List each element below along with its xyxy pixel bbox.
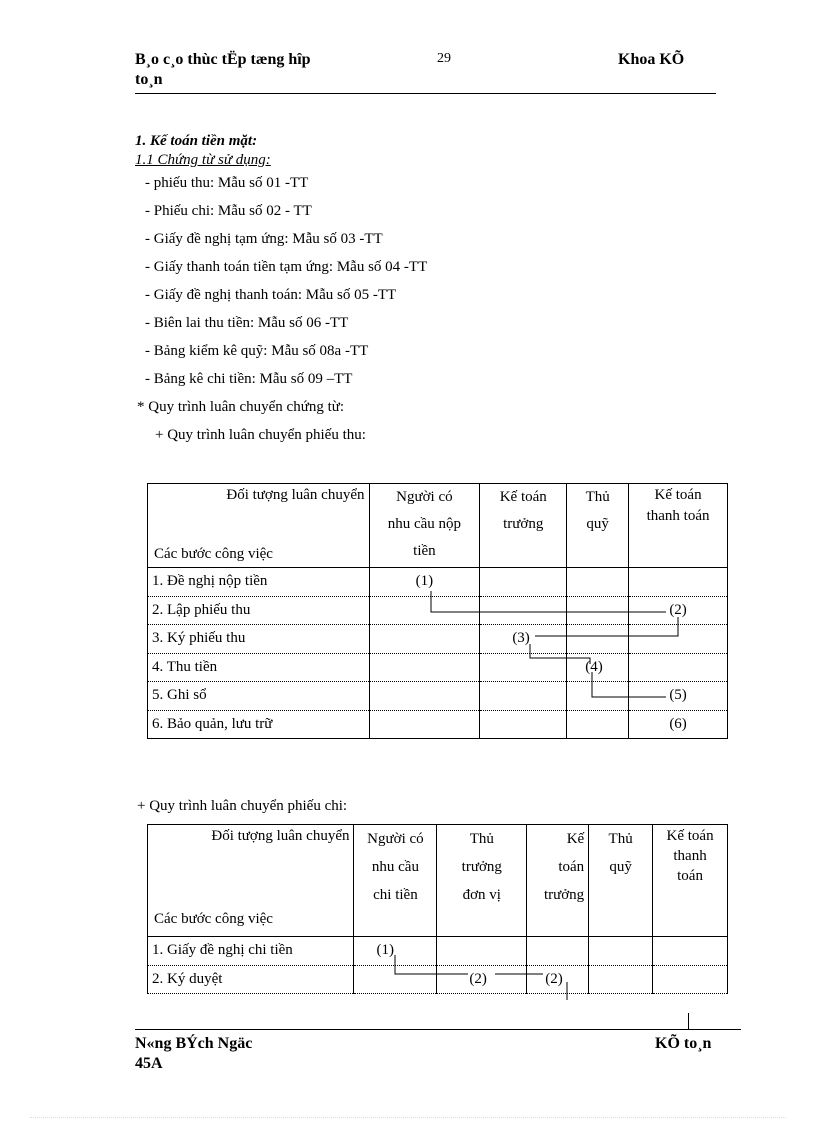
flow-mark bbox=[354, 965, 437, 994]
corner-header-cell bbox=[148, 484, 370, 568]
flow-mark bbox=[567, 625, 629, 654]
column-header-line: trưởng bbox=[503, 516, 544, 532]
flow-mark bbox=[369, 596, 480, 625]
document-item: - Bảng kiểm kê quỹ: Mẫu số 08a -TT bbox=[145, 343, 369, 359]
column-header-line: thanh bbox=[673, 848, 707, 864]
corner-bottom-label: Các bước công việc bbox=[154, 911, 273, 927]
step-label: 1. Giấy đề nghị chi tiền bbox=[148, 937, 354, 966]
column-header-line: đơn vị bbox=[462, 887, 501, 903]
column-header bbox=[629, 484, 728, 568]
document-item: - Phiếu chi: Mẫu số 02 - TT bbox=[145, 203, 312, 219]
table-row bbox=[148, 965, 728, 994]
column-header-line: quỹ bbox=[609, 859, 632, 875]
column-header bbox=[480, 484, 567, 568]
header-right-title: Khoa KÕ bbox=[618, 51, 685, 68]
header-left-title bbox=[135, 50, 311, 90]
table-row bbox=[148, 682, 728, 711]
flow-mark: (2) bbox=[437, 965, 527, 994]
column-header-line: toán bbox=[558, 859, 585, 875]
table-row bbox=[148, 596, 728, 625]
header-rule bbox=[135, 93, 716, 94]
column-header-line: toán bbox=[677, 868, 703, 884]
flow-mark: (1) bbox=[354, 937, 437, 966]
flow-mark bbox=[567, 682, 629, 711]
table-row bbox=[148, 937, 728, 966]
footer-rule bbox=[135, 1029, 741, 1030]
flow-mark bbox=[480, 596, 567, 625]
flow-mark: (2) bbox=[629, 596, 728, 625]
payment-flow-table bbox=[147, 824, 728, 994]
step-label: 2. Ký duyệt bbox=[148, 965, 354, 994]
column-header-line: Thủ bbox=[585, 489, 610, 505]
column-header-line: Người có bbox=[396, 489, 453, 505]
column-header-line: quỹ bbox=[586, 516, 609, 532]
flow-mark bbox=[480, 682, 567, 711]
column-header-line: trưởng bbox=[543, 887, 585, 903]
flow-mark: (2) bbox=[527, 965, 589, 994]
flow-mark bbox=[629, 625, 728, 654]
table-row bbox=[148, 710, 728, 739]
receipt-flow-table bbox=[147, 483, 728, 739]
footer-class: 45A bbox=[135, 1055, 163, 1072]
corner-top-label: Đối tượng luân chuyển bbox=[211, 828, 350, 844]
flow-mark bbox=[369, 653, 480, 682]
document-item: - Giấy đề nghị tạm ứng: Mẫu số 03 -TT bbox=[145, 231, 383, 247]
flow-mark: (5) bbox=[629, 682, 728, 711]
process-heading: * Quy trình luân chuyển chứng từ: bbox=[137, 399, 345, 415]
step-label: 5. Ghi sổ bbox=[148, 682, 370, 711]
table-row bbox=[148, 625, 728, 654]
step-label: 1. Đề nghị nộp tiền bbox=[148, 568, 370, 597]
corner-bottom-label: Các bước công việc bbox=[154, 546, 273, 562]
page-bottom-dots bbox=[30, 1117, 786, 1118]
column-header-line: Kế toán bbox=[499, 489, 547, 505]
column-header-line: Thủ bbox=[469, 831, 494, 847]
document-item: - Giấy đề nghị thanh toán: Mẫu số 05 -TT bbox=[145, 287, 397, 303]
table-header-row bbox=[148, 825, 728, 937]
column-header-line: nhu cầu nộp bbox=[387, 516, 462, 532]
flow-mark bbox=[589, 965, 653, 994]
section-title: 1. Kế toán tiền mặt: bbox=[135, 133, 258, 149]
document-item: - Giấy thanh toán tiền tạm ứng: Mẫu số 04 -TT bbox=[145, 259, 428, 275]
column-header-line: tiền bbox=[413, 543, 436, 559]
step-label: 2. Lập phiếu thu bbox=[148, 596, 370, 625]
flow-mark bbox=[653, 937, 728, 966]
column-header-line: Thủ bbox=[608, 831, 633, 847]
payment-flow-heading: + Quy trình luân chuyển phiếu chi: bbox=[137, 798, 348, 814]
flow-mark: (6) bbox=[629, 710, 728, 739]
header-left-line1: B¸o c¸o thùc tËp tæng hîp bbox=[135, 51, 311, 68]
column-header-line: trưởng bbox=[461, 859, 502, 875]
column-header-line: nhu cầu bbox=[371, 859, 419, 875]
footer-tick bbox=[688, 1013, 689, 1029]
column-header bbox=[437, 825, 527, 937]
column-header-line: Kế toán bbox=[654, 487, 702, 503]
flow-mark bbox=[480, 710, 567, 739]
footer-author: N«ng BÝch Ngäc bbox=[135, 1035, 253, 1052]
corner-top-label: Đối tượng luân chuyển bbox=[226, 487, 365, 503]
corner-header-cell bbox=[148, 825, 354, 937]
flow-mark bbox=[589, 937, 653, 966]
flow-mark: (3) bbox=[480, 625, 567, 654]
column-header bbox=[369, 484, 480, 568]
document-item: - Bảng kê chi tiền: Mẫu số 09 –TT bbox=[145, 371, 353, 387]
footer-right: KÕ to¸n bbox=[655, 1035, 712, 1052]
flow-mark bbox=[480, 653, 567, 682]
column-header bbox=[589, 825, 653, 937]
section-subtitle: 1.1 Chứng từ sử dụng: bbox=[135, 152, 271, 168]
flow-mark bbox=[369, 710, 480, 739]
flow-mark bbox=[629, 568, 728, 597]
column-header bbox=[567, 484, 629, 568]
column-header-line: thanh toán bbox=[646, 508, 710, 524]
receipt-flow-heading: + Quy trình luân chuyển phiếu thu: bbox=[155, 427, 366, 443]
flow-mark bbox=[480, 568, 567, 597]
flow-mark bbox=[369, 625, 480, 654]
document-item: - Biên lai thu tiền: Mẫu số 06 -TT bbox=[145, 315, 349, 331]
table-header-row bbox=[148, 484, 728, 568]
flow-mark: (1) bbox=[369, 568, 480, 597]
step-label: 6. Bảo quản, lưu trữ bbox=[148, 710, 370, 739]
flow-mark bbox=[567, 596, 629, 625]
column-header-line: Kế toán bbox=[666, 828, 714, 844]
header-left-line2: to¸n bbox=[135, 71, 163, 88]
column-header-line: Người có bbox=[367, 831, 424, 847]
flow-mark bbox=[653, 965, 728, 994]
table-row bbox=[148, 568, 728, 597]
column-header bbox=[653, 825, 728, 937]
flow-mark: (4) bbox=[567, 653, 629, 682]
flow-mark bbox=[369, 682, 480, 711]
column-header-line: Kế bbox=[566, 831, 585, 847]
page-number: 29 bbox=[437, 51, 451, 66]
table-row bbox=[148, 653, 728, 682]
footer-left bbox=[135, 1034, 252, 1074]
flow-mark bbox=[567, 710, 629, 739]
column-header bbox=[527, 825, 589, 937]
document-item: - phiếu thu: Mẫu số 01 -TT bbox=[145, 175, 309, 191]
flow-mark bbox=[629, 653, 728, 682]
column-header-line: chi tiền bbox=[373, 887, 418, 903]
step-label: 4. Thu tiền bbox=[148, 653, 370, 682]
column-header bbox=[354, 825, 437, 937]
flow-mark bbox=[567, 568, 629, 597]
flow-mark bbox=[527, 937, 589, 966]
step-label: 3. Ký phiếu thu bbox=[148, 625, 370, 654]
flow-mark bbox=[437, 937, 527, 966]
